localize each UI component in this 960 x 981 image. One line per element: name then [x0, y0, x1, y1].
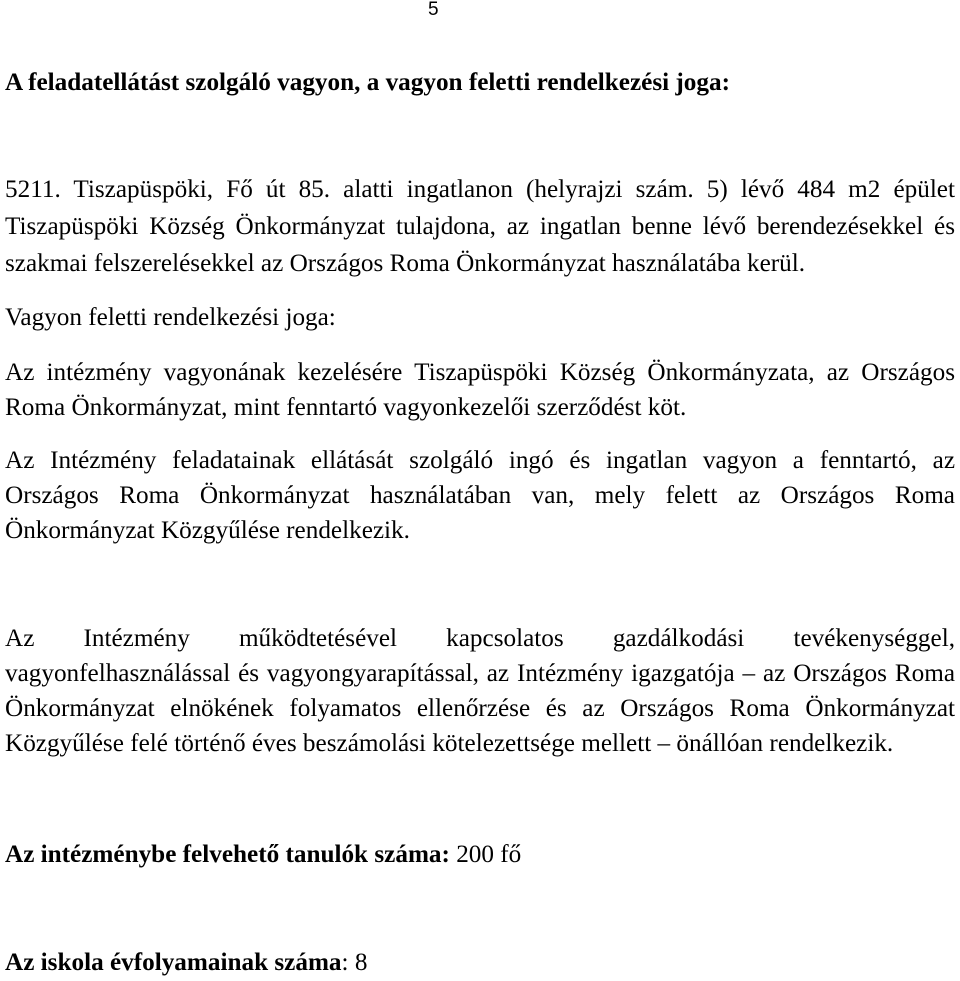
grades-label: Az iskola évfolyamainak száma — [5, 949, 342, 976]
grade-count — [5, 948, 955, 978]
paragraph-line: Országos Roma Önkormányzat használatában van, mely felett az Országos Roma — [5, 482, 955, 509]
paragraph-line: Önkormányzat Közgyűlése rendelkezik. — [5, 517, 410, 544]
capacity-value: 200 fő — [456, 841, 522, 868]
paragraph-line: Közgyűlése felé történő éves beszámolási kötelezettsége mellett – önállóan rendelkezik. — [5, 730, 894, 757]
paragraph-line: Tiszapüspöki Község Önkormányzat tulajdona, az ingatlan benne lévő berendezésekkel és — [5, 213, 955, 240]
page-number: 5 — [428, 0, 439, 20]
paragraph-line: Önkormányzat elnökének folyamatos ellenőrzése és az Országos Roma Önkormányzat — [5, 695, 955, 722]
operation-paragraph — [5, 621, 955, 761]
paragraph-line: Az Intézmény feladatainak ellátását szolgáló ingó és ingatlan vagyon a fenntartó, az — [5, 447, 955, 474]
disposal-subtitle — [5, 300, 955, 335]
student-capacity — [5, 837, 955, 872]
subtitle-text: Vagyon feletti rendelkezési joga: — [5, 304, 336, 331]
capacity-label: Az intézménybe felvehető tanulók száma: — [5, 841, 450, 868]
heading-text: A feladatellátást szolgáló vagyon, a vagyon feletti rendelkezési joga: — [5, 69, 730, 96]
paragraph-line: vagyonfelhasználással és vagyongyarapítással, az Intézmény igazgatója – az Országos Roma — [5, 660, 955, 687]
property-paragraph — [5, 171, 955, 282]
management-paragraph — [5, 355, 955, 425]
grades-line — [5, 948, 955, 978]
grades-value: : 8 — [341, 949, 368, 976]
movable-property-paragraph — [5, 443, 955, 548]
paragraph-line: Roma Önkormányzat, mint fenntartó vagyonkezelői szerződést köt. — [5, 394, 687, 421]
paragraph-line: Az intézmény vagyonának kezelésére Tiszapüspöki Község Önkormányzata, az Országos — [5, 359, 955, 386]
paragraph-line: 5211. Tiszapüspöki, Fő út 85. alatti ingatlanon (helyrajzi szám. 5) lévő 484 m2 épület — [5, 176, 955, 203]
capacity-line — [5, 837, 955, 872]
section-heading — [5, 65, 955, 100]
paragraph-line: szakmai felszerelésekkel az Országos Roma Önkormányzat használatába kerül. — [5, 250, 806, 277]
paragraph-line: Az Intézmény működtetésével kapcsolatos gazdálkodási tevékenységgel, — [5, 625, 955, 652]
